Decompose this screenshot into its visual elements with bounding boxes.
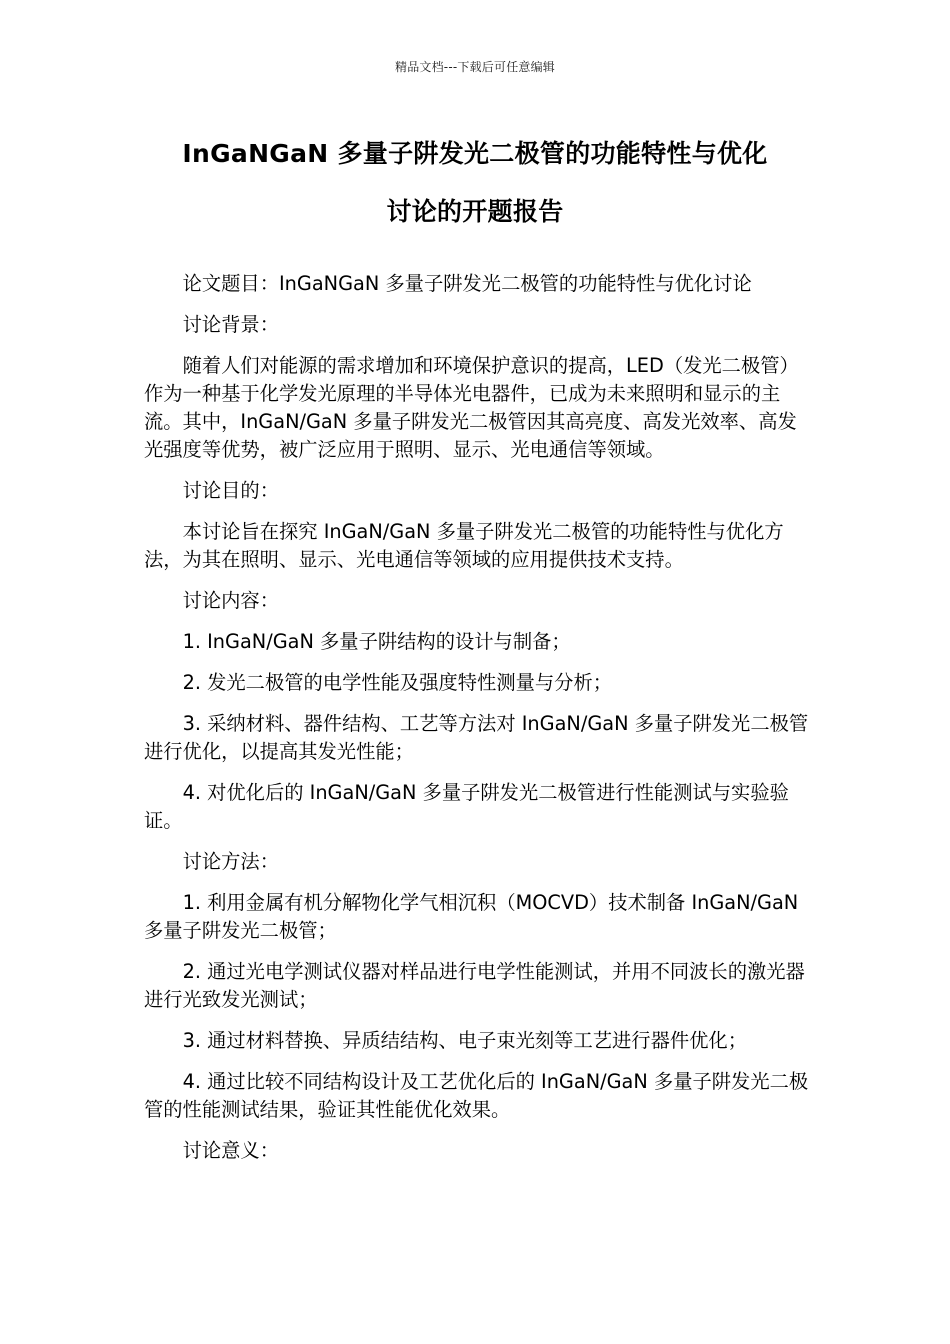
heading-purpose: 讨论目的： <box>182 479 279 502</box>
title-line-1: InGaNGaN 多量子阱发光二极管的功能特性与优化 <box>182 139 768 168</box>
paragraph-background: 随着人们对能源的需求增加和环境保护意识的提高，LED（发光二极管）作为一种基于化学发光原理的半导体光电器件，已成为未来照明和显示的主流。其中，InGaN/GaN 多量子阱发光二极管因其高亮度、高发光效率、高发光强度等优势，被广泛应用于照明、显示、光电通信等领域。 <box>144 354 799 461</box>
header-note: 精品文档---下载后可任意编辑 <box>395 60 555 74</box>
paragraph-purpose: 本讨论旨在探究 InGaN/GaN 多量子阱发光二极管的功能特性与优化方法，为其在照明、显示、光电通信等领域的应用提供技术支持。 <box>144 520 784 571</box>
list-item-content-4: 4. 对优化后的 InGaN/GaN 多量子阱发光二极管进行性能测试与实验验证。 <box>144 781 789 832</box>
heading-content: 讨论内容： <box>182 589 279 612</box>
heading-background: 讨论背景： <box>182 313 279 336</box>
heading-method: 讨论方法： <box>182 850 279 873</box>
list-item-content-3: 3. 采纳材料、器件结构、工艺等方法对 InGaN/GaN 多量子阱发光二极管进行优化，以提高其发光性能； <box>144 712 809 763</box>
list-item-method-1: 1. 利用金属有机分解物化学气相沉积（MOCVD）技术制备 InGaN/GaN 多量子阱发光二极管； <box>144 891 799 942</box>
title-line-2: 讨论的开题报告 <box>386 197 564 226</box>
list-item-content-1: 1. InGaN/GaN 多量子阱结构的设计与制备； <box>182 630 571 653</box>
list-item-method-3: 3. 通过材料替换、异质结结构、电子束光刻等工艺进行器件优化； <box>182 1029 747 1052</box>
list-item-content-2: 2. 发光二极管的电学性能及强度特性测量与分析； <box>182 671 613 694</box>
document-body <box>144 270 809 1178</box>
list-item-method-2: 2. 通过光电学测试仪器对样品进行电学性能测试，并用不同波长的激光器进行光致发光测试； <box>144 960 805 1011</box>
heading-significance: 讨论意义： <box>182 1139 279 1162</box>
list-item-method-4: 4. 通过比较不同结构设计及工艺优化后的 InGaN/GaN 多量子阱发光二极管的性能测试结果，验证其性能优化效果。 <box>144 1070 809 1121</box>
paragraph-thesis-title: 论文题目：InGaNGaN 多量子阱发光二极管的功能特性与优化讨论 <box>182 272 752 295</box>
